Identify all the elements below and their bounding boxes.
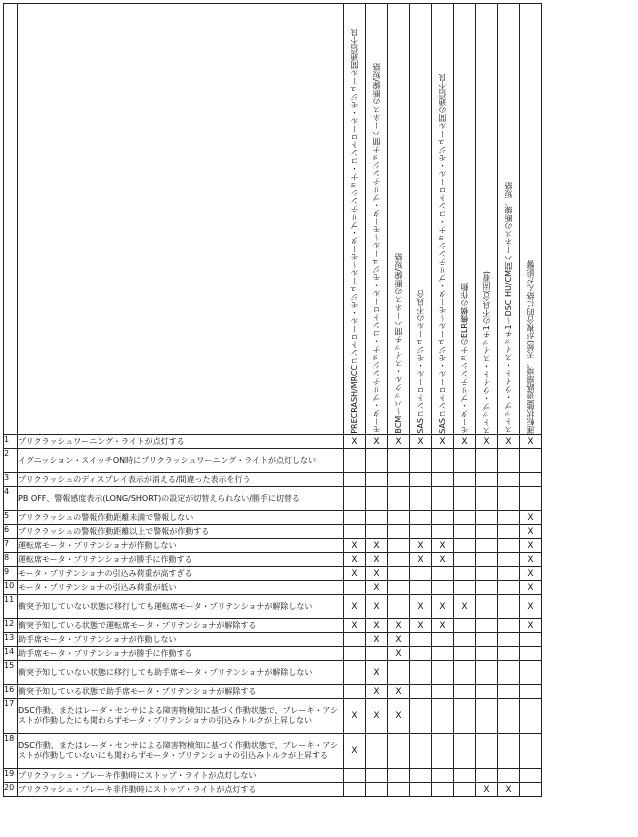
cause-mark-cell: [476, 633, 498, 647]
cause-mark-cell: [388, 487, 410, 511]
cause-mark-cell: [366, 449, 388, 473]
symptom-row: [4, 539, 542, 553]
symptom-number: 4: [4, 487, 18, 511]
cause-mark-cell: [410, 581, 432, 595]
cause-mark-cell: X: [520, 525, 542, 539]
cause-mark-cell: [432, 685, 454, 699]
symptom-text: 衝突予知している状態で助手席モータ・プリテンショナが解除する: [18, 685, 344, 699]
symptom-text: プリクラッシュの警報作動距離以上で警報が作動する: [18, 525, 344, 539]
cause-mark-cell: [432, 633, 454, 647]
cause-mark-cell: X: [366, 553, 388, 567]
cause-mark-cell: [410, 633, 432, 647]
cause-mark-cell: X: [344, 734, 366, 769]
cause-mark-cell: X: [520, 567, 542, 581]
symptom-row: [4, 487, 542, 511]
symptom-row: [4, 525, 542, 539]
symptom-row: [4, 473, 542, 487]
cause-mark-cell: [366, 473, 388, 487]
symptom-text: プリクラッシュワーニング・ライトが点灯する: [18, 435, 344, 449]
cause-mark-cell: [498, 525, 520, 539]
symptom-number: 6: [4, 525, 18, 539]
cause-mark-cell: [410, 567, 432, 581]
cause-mark-cell: X: [366, 435, 388, 449]
symptom-text: 助手席モータ・プリテンショナが作動しない: [18, 633, 344, 647]
cause-mark-cell: X: [366, 595, 388, 619]
cause-mark-cell: X: [410, 595, 432, 619]
cause-mark-cell: [498, 661, 520, 685]
cause-mark-cell: [366, 525, 388, 539]
cause-label: ストップ・ライト・スイッチ1の不具合(固着): [481, 270, 491, 434]
symptom-row: [4, 769, 542, 783]
cause-mark-cell: [520, 487, 542, 511]
cause-mark-cell: X: [388, 633, 410, 647]
cause-label: モータ・プリテンショナのELR機構の作動: [459, 282, 469, 434]
cause-mark-cell: [432, 511, 454, 525]
cause-mark-cell: [366, 487, 388, 511]
cause-mark-cell: X: [388, 619, 410, 633]
symptom-number: 3: [4, 473, 18, 487]
cause-header: [388, 4, 410, 435]
cause-mark-cell: X: [520, 553, 542, 567]
cause-mark-cell: [410, 473, 432, 487]
cause-mark-cell: [388, 783, 410, 797]
symptom-number: 1: [4, 435, 18, 449]
cause-mark-cell: [520, 647, 542, 661]
symptom-row: [4, 435, 542, 449]
cause-mark-cell: [410, 449, 432, 473]
cause-mark-cell: [520, 734, 542, 769]
cause-mark-cell: X: [520, 511, 542, 525]
symptom-row: [4, 553, 542, 567]
cause-mark-cell: [388, 595, 410, 619]
cause-mark-cell: X: [410, 539, 432, 553]
cause-mark-cell: [454, 581, 476, 595]
cause-mark-cell: [520, 473, 542, 487]
cause-label: BCM～バックル・スイッチ間ハーネスの断線/短絡: [393, 253, 403, 434]
cause-mark-cell: X: [432, 539, 454, 553]
cause-mark-cell: X: [388, 685, 410, 699]
cause-label: SASコントロール・モジュールの不具合: [415, 290, 425, 434]
cause-mark-cell: X: [344, 619, 366, 633]
cause-mark-cell: [454, 511, 476, 525]
cause-mark-cell: [366, 734, 388, 769]
cause-mark-cell: [388, 581, 410, 595]
cause-mark-cell: [388, 734, 410, 769]
symptom-number: 17: [4, 699, 18, 734]
cause-mark-cell: [410, 487, 432, 511]
cause-label: 運転状態(道路環境、天候)が複合的に絡んだ影響: [525, 259, 535, 434]
cause-mark-cell: X: [432, 553, 454, 567]
cause-mark-cell: [366, 769, 388, 783]
symptom-text: プリクラッシュのディスプレイ表示が消える/間違った表示を行う: [18, 473, 344, 487]
symptom-number: 16: [4, 685, 18, 699]
cause-mark-cell: X: [432, 595, 454, 619]
cause-mark-cell: [476, 581, 498, 595]
cause-mark-cell: [344, 473, 366, 487]
cause-header: [366, 4, 388, 435]
cause-mark-cell: [476, 699, 498, 734]
cause-mark-cell: [388, 449, 410, 473]
symptom-number: 15: [4, 661, 18, 685]
cause-mark-cell: [410, 685, 432, 699]
cause-mark-cell: [520, 769, 542, 783]
cause-mark-cell: X: [520, 435, 542, 449]
cause-mark-cell: X: [520, 581, 542, 595]
symptom-text: イグニッション・スイッチON時にプリクラッシュワーニング・ライトが点灯しない: [18, 449, 344, 473]
cause-mark-cell: [498, 769, 520, 783]
symptom-row: [4, 783, 542, 797]
cause-mark-cell: X: [476, 783, 498, 797]
cause-mark-cell: [410, 661, 432, 685]
cause-mark-cell: X: [344, 539, 366, 553]
cause-mark-cell: [454, 633, 476, 647]
cause-mark-cell: X: [520, 595, 542, 619]
cause-mark-cell: [454, 525, 476, 539]
cause-mark-cell: [432, 734, 454, 769]
cause-mark-cell: [344, 769, 366, 783]
cause-mark-cell: [498, 619, 520, 633]
symptom-number: 20: [4, 783, 18, 797]
cause-mark-cell: X: [410, 435, 432, 449]
cause-mark-cell: [476, 487, 498, 511]
symptom-number: 8: [4, 553, 18, 567]
cause-header: [344, 4, 366, 435]
cause-mark-cell: [498, 581, 520, 595]
cause-mark-cell: X: [454, 595, 476, 619]
cause-mark-cell: X: [366, 633, 388, 647]
cause-mark-cell: [432, 661, 454, 685]
cause-mark-cell: [476, 539, 498, 553]
cause-mark-cell: [388, 553, 410, 567]
cause-mark-cell: X: [344, 699, 366, 734]
cause-mark-cell: [520, 783, 542, 797]
cause-mark-cell: [366, 783, 388, 797]
symptom-row: [4, 685, 542, 699]
symptom-text: 助手席モータ・プリテンショナが勝手に作動する: [18, 647, 344, 661]
cause-mark-cell: [520, 449, 542, 473]
cause-mark-cell: [476, 661, 498, 685]
cause-mark-cell: [476, 525, 498, 539]
cause-mark-cell: [476, 734, 498, 769]
cause-header: [454, 4, 476, 435]
cause-mark-cell: [344, 525, 366, 539]
cause-mark-cell: [410, 647, 432, 661]
cause-mark-cell: [432, 473, 454, 487]
symptom-row: [4, 449, 542, 473]
cause-mark-cell: [388, 511, 410, 525]
cause-mark-cell: [498, 699, 520, 734]
symptom-number: 13: [4, 633, 18, 647]
cause-mark-cell: [454, 449, 476, 473]
symptom-text: DSC作動、またはレーダ・センサによる障害物検知に基づく作動状態で、ブレーキ・アシストが作動したにも関わらずモータ・プリテンショナの引込みトルクが上昇しない: [18, 699, 344, 734]
cause-mark-cell: [476, 769, 498, 783]
cause-mark-cell: X: [344, 553, 366, 567]
cause-mark-cell: [410, 525, 432, 539]
symptom-text: モータ・プリテンショナの引込み荷重が低い: [18, 581, 344, 595]
cause-mark-cell: [498, 539, 520, 553]
cause-mark-cell: X: [498, 783, 520, 797]
cause-label: SASコントロール・モジュール～モータ・プリテンショナ・コントロール・モジュール間の通信不良: [437, 74, 447, 434]
cause-mark-cell: [476, 511, 498, 525]
cause-mark-cell: [388, 525, 410, 539]
cause-mark-cell: [498, 511, 520, 525]
cause-mark-cell: [520, 661, 542, 685]
cause-mark-cell: [454, 487, 476, 511]
cause-mark-cell: [344, 511, 366, 525]
cause-mark-cell: [432, 647, 454, 661]
cause-mark-cell: [388, 567, 410, 581]
cause-mark-cell: [432, 487, 454, 511]
cause-mark-cell: [454, 685, 476, 699]
cause-mark-cell: X: [432, 619, 454, 633]
cause-mark-cell: [366, 647, 388, 661]
cause-mark-cell: X: [344, 595, 366, 619]
cause-mark-cell: [520, 685, 542, 699]
symptom-row: [4, 661, 542, 685]
cause-mark-cell: [498, 553, 520, 567]
cause-mark-cell: [498, 633, 520, 647]
symptom-number: 7: [4, 539, 18, 553]
cause-mark-cell: [498, 473, 520, 487]
cause-mark-cell: [432, 525, 454, 539]
cause-mark-cell: [454, 539, 476, 553]
symptom-number: 18: [4, 734, 18, 769]
cause-mark-cell: [520, 699, 542, 734]
cause-mark-cell: [388, 473, 410, 487]
cause-mark-cell: X: [410, 553, 432, 567]
cause-mark-cell: [498, 487, 520, 511]
cause-mark-cell: X: [366, 685, 388, 699]
symptom-cause-matrix: [3, 3, 542, 797]
symptom-row: [4, 619, 542, 633]
cause-mark-cell: [476, 567, 498, 581]
cause-mark-cell: [454, 699, 476, 734]
symptom-row: [4, 647, 542, 661]
cause-mark-cell: [454, 783, 476, 797]
cause-mark-cell: X: [388, 435, 410, 449]
header-symptom-cell: [18, 4, 344, 435]
cause-mark-cell: [410, 769, 432, 783]
symptom-text: 衝突予知していない状態に移行しても運転席モータ・プリテンショナが解除しない: [18, 595, 344, 619]
cause-mark-cell: [344, 783, 366, 797]
cause-mark-cell: [454, 567, 476, 581]
symptom-row: [4, 511, 542, 525]
symptom-rows: [4, 435, 542, 797]
cause-mark-cell: [520, 633, 542, 647]
cause-mark-cell: X: [498, 435, 520, 449]
symptom-text: 運転席モータ・プリテンショナが勝手に作動する: [18, 553, 344, 567]
cause-mark-cell: [432, 581, 454, 595]
cause-mark-cell: [432, 449, 454, 473]
cause-mark-cell: X: [520, 539, 542, 553]
cause-mark-cell: [344, 661, 366, 685]
symptom-row: [4, 567, 542, 581]
cause-mark-cell: [498, 449, 520, 473]
cause-mark-cell: X: [454, 435, 476, 449]
cause-mark-cell: X: [344, 435, 366, 449]
symptom-text: 運転席モータ・プリテンショナが作動しない: [18, 539, 344, 553]
cause-mark-cell: [476, 595, 498, 619]
cause-mark-cell: [454, 647, 476, 661]
cause-mark-cell: [498, 595, 520, 619]
cause-mark-cell: [476, 449, 498, 473]
cause-mark-cell: X: [366, 567, 388, 581]
cause-mark-cell: X: [520, 619, 542, 633]
cause-mark-cell: [410, 511, 432, 525]
cause-mark-cell: X: [410, 619, 432, 633]
cause-mark-cell: [454, 473, 476, 487]
cause-label: ストップ・ライト・スイッチ1～DSC HU/CM間ハーネスの断線、短絡: [503, 182, 513, 434]
cause-mark-cell: [344, 685, 366, 699]
symptom-number: 12: [4, 619, 18, 633]
cause-header: [520, 4, 542, 435]
symptom-text: モータ・プリテンショナの引込み荷重が高すぎる: [18, 567, 344, 581]
cause-mark-cell: [498, 734, 520, 769]
cause-mark-cell: [410, 699, 432, 734]
cause-mark-cell: [476, 619, 498, 633]
symptom-row: [4, 734, 542, 769]
cause-mark-cell: X: [366, 539, 388, 553]
cause-mark-cell: X: [432, 435, 454, 449]
symptom-text: プリクラッシュの警報作動距離未満で警報しない: [18, 511, 344, 525]
cause-mark-cell: [454, 769, 476, 783]
cause-mark-cell: X: [366, 581, 388, 595]
cause-mark-cell: [388, 539, 410, 553]
cause-mark-cell: [344, 633, 366, 647]
cause-mark-cell: X: [366, 619, 388, 633]
cause-mark-cell: [344, 449, 366, 473]
cause-mark-cell: [498, 567, 520, 581]
symptom-text: 衝突予知している状態で運転席モータ・プリテンショナが解除する: [18, 619, 344, 633]
symptom-row: [4, 595, 542, 619]
symptom-text: プリクラッシュ・ブレーキ作動時にストップ・ライトが点灯しない: [18, 769, 344, 783]
cause-mark-cell: [410, 734, 432, 769]
symptom-number: 19: [4, 769, 18, 783]
symptom-text: 衝突予知していない状態に移行しても助手席モータ・プリテンショナが解除しない: [18, 661, 344, 685]
cause-mark-cell: [476, 473, 498, 487]
symptom-row: [4, 633, 542, 647]
symptom-row: [4, 581, 542, 595]
symptom-number: 10: [4, 581, 18, 595]
cause-mark-cell: [344, 647, 366, 661]
cause-label: モータ・プリテンショナ・コントロール・モジュール～モータ・プリテンショナ間ハーネスの断線/短絡: [371, 63, 381, 434]
cause-label: PRECRASH/MRCCコントロール・モジュール～モータ・プリテンショナ・コントロール・モジュール間通信不良: [349, 29, 359, 434]
symptom-text: PB OFF、警報感度表示(LONG/SHORT)の設定が切替えられない/勝手に切替る: [18, 487, 344, 511]
cause-mark-cell: X: [366, 661, 388, 685]
cause-mark-cell: [388, 661, 410, 685]
cause-mark-cell: [476, 647, 498, 661]
symptom-number: 14: [4, 647, 18, 661]
cause-mark-cell: [454, 661, 476, 685]
cause-mark-cell: [344, 487, 366, 511]
symptom-number: 11: [4, 595, 18, 619]
cause-mark-cell: [498, 685, 520, 699]
header-row: [4, 4, 542, 435]
cause-mark-cell: [432, 699, 454, 734]
cause-mark-cell: [366, 511, 388, 525]
cause-mark-cell: [476, 553, 498, 567]
symptom-text: プリクラッシュ・ブレーキ非作動時にストップ・ライトが点灯する: [18, 783, 344, 797]
cause-mark-cell: [476, 685, 498, 699]
cause-mark-cell: X: [476, 435, 498, 449]
symptom-number: 5: [4, 511, 18, 525]
cause-mark-cell: [432, 783, 454, 797]
cause-mark-cell: X: [366, 699, 388, 734]
cause-mark-cell: [344, 581, 366, 595]
cause-mark-cell: [454, 734, 476, 769]
cause-header: [498, 4, 520, 435]
cause-mark-cell: [388, 769, 410, 783]
cause-mark-cell: [454, 619, 476, 633]
cause-mark-cell: X: [388, 647, 410, 661]
symptom-number: 2: [4, 449, 18, 473]
cause-mark-cell: [498, 647, 520, 661]
symptom-number: 9: [4, 567, 18, 581]
cause-mark-cell: [454, 553, 476, 567]
cause-mark-cell: [432, 567, 454, 581]
cause-header: [410, 4, 432, 435]
symptom-text: DSC作動、またはレーダ・センサによる障害物検知に基づく作動状態で、ブレーキ・アシストが作動していないにも関わらずモータ・プリテンショナの引込みトルクが上昇する: [18, 734, 344, 769]
symptom-row: [4, 699, 542, 734]
cause-mark-cell: [432, 769, 454, 783]
cause-mark-cell: X: [344, 567, 366, 581]
cause-header: [476, 4, 498, 435]
cause-mark-cell: X: [388, 699, 410, 734]
cause-mark-cell: [410, 783, 432, 797]
cause-header: [432, 4, 454, 435]
header-number-cell: [4, 4, 18, 435]
